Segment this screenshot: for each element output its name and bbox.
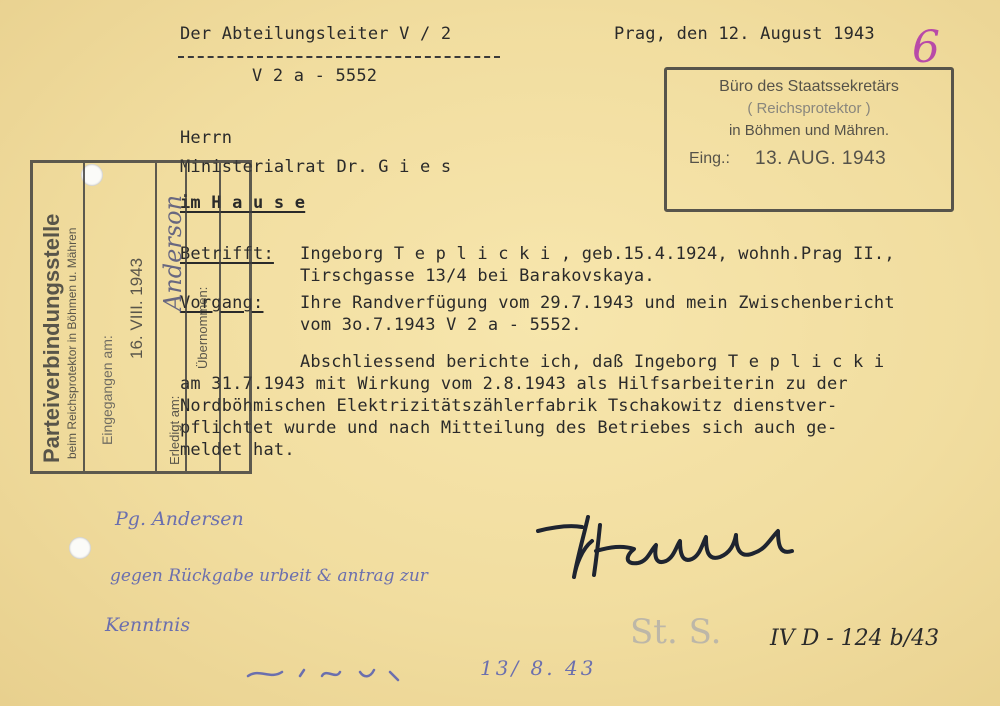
reference-line-2: vom 3o.7.1943 V 2 a - 5552. (300, 315, 582, 335)
stamp-partei-handwritten-name: Anderson (159, 194, 187, 311)
reference-line-1: Ihre Randverfügung vom 29.7.1943 und mein Zwischenbericht (300, 293, 895, 313)
marginal-note-line-3: Kenntnis (105, 614, 191, 636)
party-liaison-stamp (30, 160, 252, 474)
stamp-buero-eing-label: Eing.: (689, 150, 730, 167)
signature (530, 505, 820, 585)
stamp-partei-title: Parteiverbindungsstelle (39, 213, 64, 463)
stamp-partei-col3-label: Erledigt am: (167, 395, 182, 465)
stamp-partei-divider-4 (219, 163, 221, 471)
stamp-partei-divider-2 (155, 163, 157, 471)
sender-dash-rule (178, 56, 500, 58)
stamp-partei-received-label: Eingegangen am: (99, 335, 115, 445)
stamp-partei-col4-label: Übernommen: (195, 286, 210, 369)
marginal-note-line-2: gegen Rückgabe urbeit & antrag zur (110, 566, 428, 586)
subject-label: Betrifft: (180, 244, 274, 264)
sender-title: Der Abteilungsleiter V / 2 (180, 24, 452, 44)
stamp-buero-line-2: ( Reichsprotektor ) (747, 100, 871, 117)
stamp-partei-divider-1 (83, 163, 85, 471)
punch-hole-bottom (69, 537, 91, 559)
marginal-note-line-1: Pg. Andersen (115, 508, 244, 530)
registry-number: IV D - 124 b/43 (770, 626, 940, 651)
stamp-buero-line-1: Büro des Staatssekretärs (719, 78, 899, 95)
body-line-2: am 31.7.1943 mit Wirkung vom 2.8.1943 als Hilfsarbeiterin zu der (180, 374, 848, 394)
body-line-5: meldet hat. (180, 440, 295, 460)
corner-mark: 6 (912, 22, 940, 73)
received-stamp-buero (664, 67, 954, 212)
subject-line-2: Tirschgasse 13/4 bei Barakovskaya. (300, 266, 655, 286)
body-line-3: Nordböhmischen Elektrizitätszählerfabrik Tschakowitz dienstver- (180, 396, 838, 416)
stamp-partei-subtitle: beim Reichsprotektor in Böhmen u. Mähren (65, 227, 79, 459)
body-line-1: Abschliessend berichte ich, daß Ingeborg T e p l i c k i (300, 352, 885, 372)
stamp-buero-date: 13. AUG. 1943 (755, 148, 887, 169)
stamp-partei-divider-3 (185, 163, 187, 471)
place-date: Prag, den 12. August 1943 (614, 24, 875, 44)
marginal-initials-scribble (240, 658, 420, 688)
stamp-buero-line-3: in Böhmen und Mähren. (728, 122, 890, 139)
marginal-initials-date: 13/ 8. 43 (480, 656, 597, 680)
body-line-4: pflichtet wurde und nach Mitteilung des Betriebes sich auch ge- (180, 418, 838, 438)
reference-label: Vorgang: (180, 293, 264, 313)
signature-scribble (530, 505, 820, 585)
file-reference: V 2 a - 5552 (252, 66, 378, 86)
stamp-partei-received-date: 16. VIII. 1943 (127, 257, 146, 359)
recipient-location: im H a u s e (180, 193, 306, 213)
recipient-salutation: Herrn (180, 128, 233, 148)
initials-scribble-icon (240, 658, 420, 688)
faint-stamp: St. S. (630, 612, 722, 652)
subject-line-1: Ingeborg T e p l i c k i , geb.15.4.1924, wohnh.Prag II., (300, 244, 895, 264)
recipient-name: Ministerialrat Dr. G i e s (180, 157, 452, 177)
